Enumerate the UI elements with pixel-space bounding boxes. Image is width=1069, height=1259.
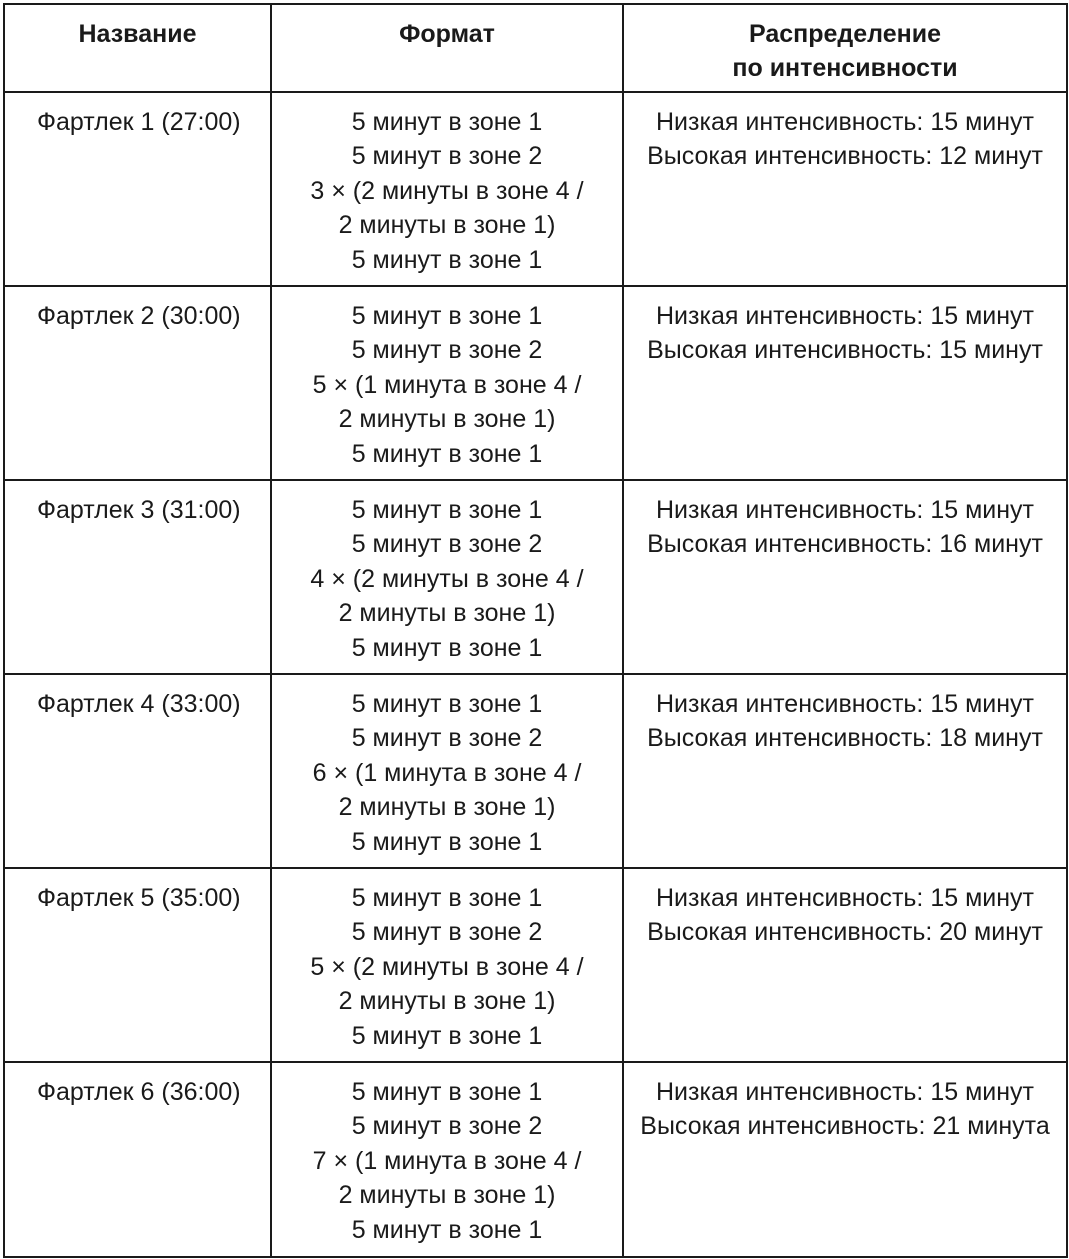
distribution-cell	[623, 92, 1067, 286]
low-intensity: Низкая интенсивность: 15 минут	[656, 884, 1034, 912]
distribution-cell	[623, 674, 1067, 868]
format-line: 5 минут в зоне 1	[351, 690, 543, 718]
format-line: 5 минут в зоне 1	[351, 302, 543, 330]
workout-name: Фартлек 2 (30:00)	[37, 302, 241, 330]
format-line: 5 × (1 минута в зоне 4 /	[312, 370, 582, 399]
distribution-cell	[623, 868, 1067, 1062]
workout-name: Фартлек 5 (35:00)	[37, 884, 241, 912]
format-line: 7 × (1 минута в зоне 4 /	[312, 1146, 582, 1175]
format-line: 5 минут в зоне 1	[351, 633, 543, 662]
workout-name-cell	[4, 92, 271, 286]
table-row	[4, 1062, 1067, 1257]
workout-name-cell	[4, 674, 271, 868]
workout-name-cell	[4, 286, 271, 480]
format-cell	[271, 286, 623, 480]
format-line: 4 × (2 минуты в зоне 4 /	[310, 564, 584, 593]
workout-name-cell	[4, 868, 271, 1062]
format-line: 2 минуты в зоне 1)	[338, 405, 556, 434]
header-format	[271, 4, 623, 92]
header-name-label: Название	[78, 20, 197, 48]
format-line: 5 минут в зоне 1	[351, 108, 543, 136]
header-distribution-line1: Распределение	[748, 20, 942, 48]
format-line: 5 минут в зоне 1	[351, 245, 543, 274]
low-intensity: Низкая интенсивность: 15 минут	[656, 496, 1034, 524]
low-intensity: Низкая интенсивность: 15 минут	[656, 1078, 1034, 1106]
format-line: 5 минут в зоне 1	[351, 1021, 543, 1050]
header-format-label: Формат	[399, 20, 495, 48]
fartlek-table	[3, 3, 1068, 1258]
format-cell	[271, 868, 623, 1062]
format-line: 5 минут в зоне 2	[351, 336, 543, 365]
format-cell	[271, 480, 623, 674]
format-line: 5 минут в зоне 1	[351, 439, 543, 468]
format-line: 3 × (2 минуты в зоне 4 /	[310, 176, 584, 205]
table-row	[4, 92, 1067, 286]
header-distribution	[623, 4, 1067, 92]
format-line: 2 минуты в зоне 1)	[338, 1181, 556, 1210]
table-row	[4, 480, 1067, 674]
format-line: 5 минут в зоне 1	[351, 496, 543, 524]
high-intensity: Высокая интенсивность: 12 минут	[647, 142, 1043, 171]
header-name	[4, 4, 271, 92]
table-row	[4, 674, 1067, 868]
format-cell	[271, 1062, 623, 1257]
format-line: 5 минут в зоне 2	[351, 724, 543, 753]
format-line: 5 минут в зоне 1	[351, 1215, 543, 1244]
workout-name: Фартлек 4 (33:00)	[37, 690, 241, 718]
format-line: 5 минут в зоне 1	[351, 827, 543, 856]
format-line: 2 минуты в зоне 1)	[338, 211, 556, 240]
low-intensity: Низкая интенсивность: 15 минут	[656, 690, 1034, 718]
high-intensity: Высокая интенсивность: 21 минута	[640, 1112, 1050, 1141]
format-line: 5 минут в зоне 2	[351, 1112, 543, 1141]
format-line: 2 минуты в зоне 1)	[338, 987, 556, 1016]
workout-name-cell	[4, 1062, 271, 1257]
table-row	[4, 868, 1067, 1062]
format-cell	[271, 92, 623, 286]
format-line: 2 минуты в зоне 1)	[338, 599, 556, 628]
high-intensity: Высокая интенсивность: 18 минут	[647, 724, 1043, 753]
distribution-cell	[623, 286, 1067, 480]
high-intensity: Высокая интенсивность: 15 минут	[647, 336, 1043, 365]
format-line: 5 минут в зоне 2	[351, 918, 543, 947]
format-line: 5 × (2 минуты в зоне 4 /	[310, 952, 584, 981]
high-intensity: Высокая интенсивность: 16 минут	[647, 530, 1043, 559]
workout-name-cell	[4, 480, 271, 674]
workout-name: Фартлек 3 (31:00)	[37, 496, 241, 524]
workout-name: Фартлек 6 (36:00)	[37, 1078, 241, 1106]
format-cell	[271, 674, 623, 868]
header-row	[4, 4, 1067, 92]
format-line: 5 минут в зоне 1	[351, 884, 543, 912]
distribution-cell	[623, 480, 1067, 674]
format-line: 5 минут в зоне 2	[351, 530, 543, 559]
header-distribution-line2: по интенсивности	[732, 54, 958, 82]
format-line: 5 минут в зоне 2	[351, 142, 543, 171]
workout-name: Фартлек 1 (27:00)	[37, 108, 241, 136]
format-line: 6 × (1 минута в зоне 4 /	[312, 758, 582, 787]
table-row	[4, 286, 1067, 480]
format-line: 2 минуты в зоне 1)	[338, 793, 556, 822]
high-intensity: Высокая интенсивность: 20 минут	[647, 918, 1043, 947]
low-intensity: Низкая интенсивность: 15 минут	[656, 302, 1034, 330]
distribution-cell	[623, 1062, 1067, 1257]
low-intensity: Низкая интенсивность: 15 минут	[656, 108, 1034, 136]
format-line: 5 минут в зоне 1	[351, 1078, 543, 1106]
